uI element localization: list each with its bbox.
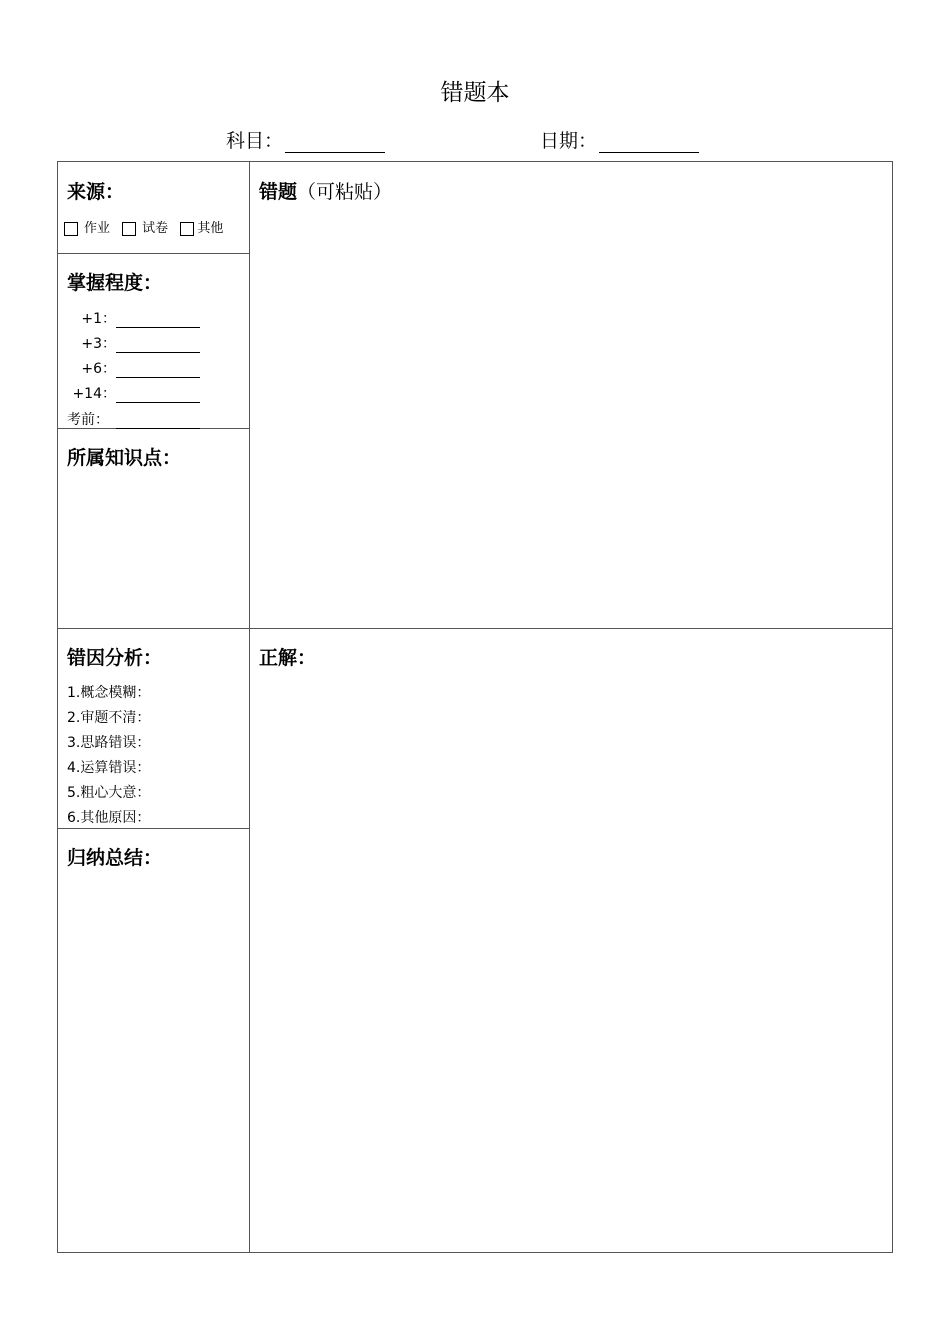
subject-blank[interactable] [285,133,385,153]
knowledge-label: 所属知识点： [67,447,182,469]
checkbox-icon[interactable] [64,222,78,236]
question-area[interactable] [250,210,892,628]
reason-item: 5.粗心大意： [67,785,151,801]
summary-area[interactable] [58,875,249,1252]
mastery-label: 掌握程度： [67,272,163,294]
reason-item: 2.审题不清： [67,710,151,726]
source-option-homework[interactable]: 作业 [64,217,110,236]
solution-label: 正解： [259,647,317,669]
source-option-other[interactable]: 其他 [180,217,223,236]
mastery-row-exam[interactable]: 考前： [67,409,217,429]
subject-label: 科目： [226,130,284,152]
mastery-row-14[interactable]: +14： [58,383,208,403]
summary-label: 归纳总结： [67,847,163,869]
date-blank[interactable] [599,133,699,153]
error-analysis-label: 错因分析： [67,647,163,669]
solution-area[interactable] [250,675,892,1252]
divider-middle [57,628,893,629]
source-label: 来源： [67,181,125,203]
source-option-exam[interactable]: 试卷 [122,217,168,236]
mastery-blank[interactable] [116,314,200,328]
question-label: 错题（可粘贴） [259,181,393,203]
mastery-blank[interactable] [116,364,200,378]
date-label: 日期： [540,130,598,152]
divider-source [57,253,250,254]
mastery-blank[interactable] [116,339,200,353]
divider-analysis [57,828,250,829]
reason-item: 1.概念模糊： [67,685,151,701]
mastery-row-6[interactable]: +6： [58,358,208,378]
reason-item: 3.思路错误： [67,735,151,751]
mastery-row-1[interactable]: +1： [58,308,208,328]
checkbox-icon[interactable] [122,222,136,236]
date-field[interactable] [540,126,699,153]
reason-item: 6.其他原因： [67,810,151,826]
subject-field[interactable] [226,126,385,153]
question-note: （可粘贴） [297,181,393,203]
reason-item: 4.运算错误： [67,760,151,776]
mastery-blank[interactable] [116,389,200,403]
source-options [64,217,223,236]
page-title: 错题本 [440,80,510,106]
mastery-row-3[interactable]: +3： [58,333,208,353]
checkbox-icon[interactable] [180,222,194,236]
mastery-blank[interactable] [116,415,200,429]
